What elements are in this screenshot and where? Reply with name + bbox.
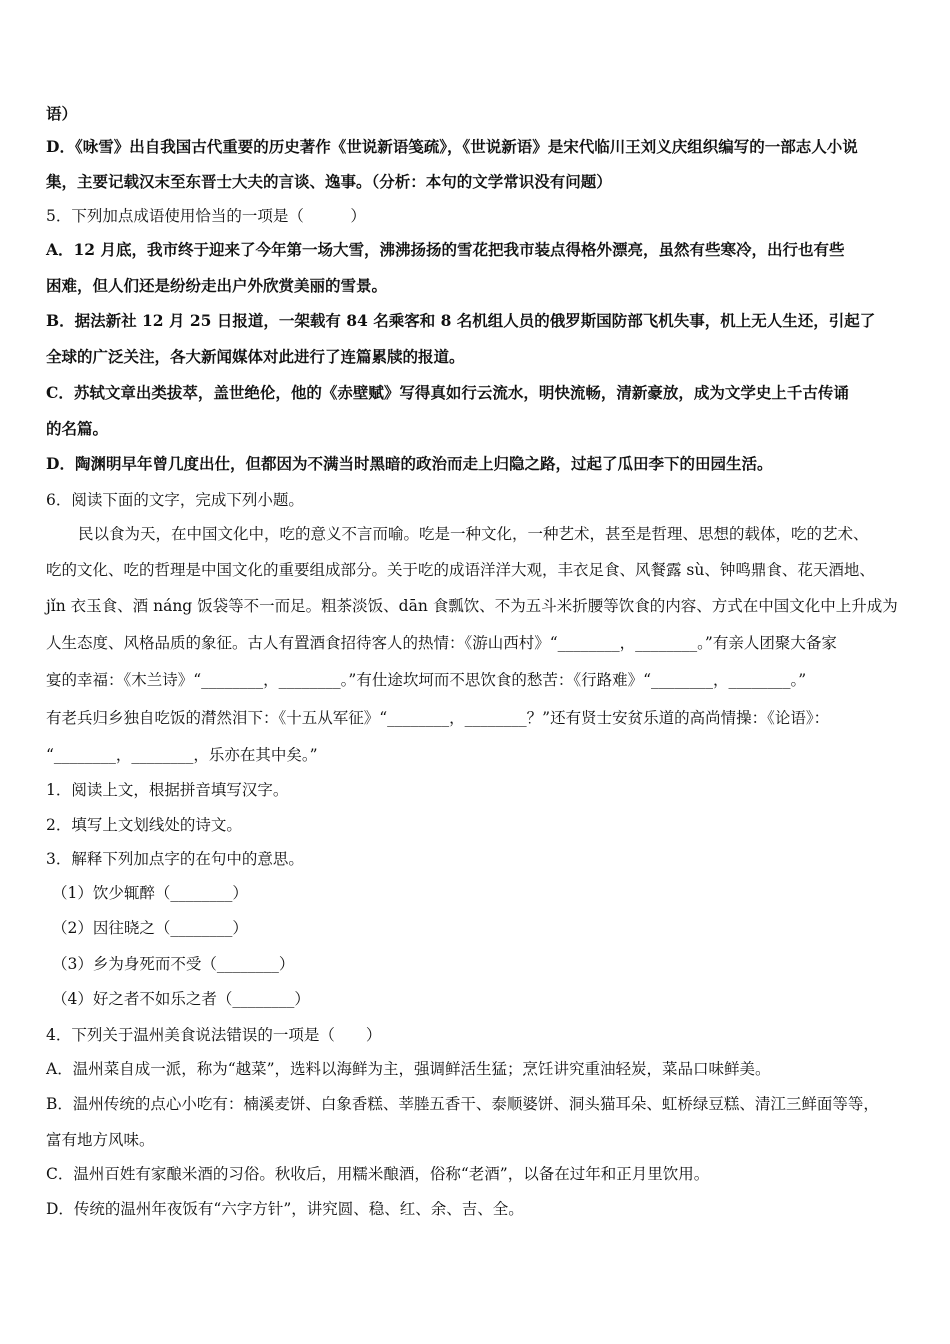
q5-option-a-line2: 困难，但人们还是纷纷走出户外欣赏美丽的雪景。 xyxy=(46,276,388,295)
q6-sub3-item: （3）乡为身死而不受（________） xyxy=(52,955,295,973)
q5-stem: 5．下列加点成语使用恰当的一项是（ ） xyxy=(46,207,366,225)
q6-sub3-item: （1）饮少辄醉（________） xyxy=(52,884,248,902)
q5-option-c-line2: 的名篇。 xyxy=(46,419,109,438)
q6-passage-line: 宴的幸福：《木兰诗》“________，________。”有仕途坎坷而不思饮食的愁苦：《行路难》“________，________。” xyxy=(46,671,807,689)
q6-sub4-option-b-line1: B．温州传统的点心小吃有：楠溪麦饼、白象香糕、莘塍五香干、泰顺婆饼、洞头猫耳朵、虹桥绿豆糕、清江三鲜面等等， xyxy=(46,1095,879,1113)
q6-sub3: 3．解释下列加点字的在句中的意思。 xyxy=(46,850,304,868)
q5-option-d: D．陶渊明早年曾几度出仕，但都因为不满当时黑暗的政治而走上归隐之路，过起了瓜田李下的田园生活。 xyxy=(46,454,773,473)
q6-sub1: 1．阅读上文，根据拼音填写汉字。 xyxy=(46,781,289,799)
q6-sub4-option-b-line2: 富有地方风味。 xyxy=(46,1131,155,1149)
q4-answer-tail: 语） xyxy=(46,104,78,123)
q6-sub4-option-a: A．温州菜自成一派，称为“越菜”，选料以海鲜为主，强调鲜活生猛；烹饪讲究重油轻炭，菜品口味鲜美。 xyxy=(46,1060,771,1078)
q4-option-d-line2: 集，主要记载汉末至东晋士大夫的言谈、逸事。（分析：本句的文学常识没有问题） xyxy=(46,172,612,191)
q6-passage-line: 吃的文化、吃的哲理是中国文化的重要组成部分。关于吃的成语洋洋大观，丰衣足食、风餐露 sù、钟鸣鼎食、花天酒地、 xyxy=(46,561,875,579)
q5-option-b-line2: 全球的广泛关注，各大新闻媒体对此进行了连篇累牍的报道。 xyxy=(46,347,465,366)
q6-passage-line: 人生态度、风格品质的象征。古人有置酒食招待客人的热情：《游山西村》“________，________。”有亲人团聚大备家 xyxy=(46,634,837,652)
q5-option-a-line1: A．12 月底，我市终于迎来了今年第一场大雪，沸沸扬扬的雪花把我市装点得格外漂亮，虽然有些寒冷，出行也有些 xyxy=(46,240,845,259)
q5-option-b-line1: B．据法新社 12 月 25 日报道，一架载有 84 名乘客和 8 名机组人员的俄罗斯国防部飞机失事，机上无人生还，引起了 xyxy=(46,311,876,330)
q4-option-d-line1: D．《咏雪》出自我国古代重要的历史著作《世说新语笺疏》，《世说新语》是宋代临川王刘义庆组织编写的一部志人小说 xyxy=(46,137,858,156)
q6-passage-line: jǐn 衣玉食、酒 náng 饭袋等不一而足。粗茶淡饭、dān 食瓢饮、不为五斗米折腰等饮食的内容、方式在中国文化中上升成为 xyxy=(46,597,898,615)
q6-sub4-option-c: C．温州百姓有家酿米酒的习俗。秋收后，用糯米酿酒，俗称“老酒”，以备在过年和正月里饮用。 xyxy=(46,1165,710,1183)
q6-sub3-item: （2）因往晓之（________） xyxy=(52,919,248,937)
q6-sub4-option-d: D．传统的温州年夜饭有“六字方针”，讲究圆、稳、红、余、吉、全。 xyxy=(46,1200,524,1218)
q6-passage-line: “________，________，乐亦在其中矣。” xyxy=(46,746,318,764)
q6-sub4-stem: 4．下列关于温州美食说法错误的一项是（ ） xyxy=(46,1026,382,1044)
q6-sub3-item: （4）好之者不如乐之者（________） xyxy=(52,990,310,1008)
q5-option-c-line1: C．苏轼文章出类拔萃，盖世绝伦，他的《赤壁赋》写得真如行云流水，明快流畅，清新豪放，成为文学史上千古传诵 xyxy=(46,383,849,402)
q6-stem: 6．阅读下面的文字，完成下列小题。 xyxy=(46,491,304,509)
q6-passage-line: 民以食为天，在中国文化中，吃的意义不言而喻。吃是一种文化，一种艺术，甚至是哲理、思想的载体，吃的艺术、 xyxy=(78,525,869,543)
q6-passage-line: 有老兵归乡独自吃饭的潸然泪下：《十五从军征》“________，________？”还有贤士安贫乐道的高尚情操：《论语》： xyxy=(46,709,830,727)
q6-sub2: 2．填写上文划线处的诗文。 xyxy=(46,816,242,834)
